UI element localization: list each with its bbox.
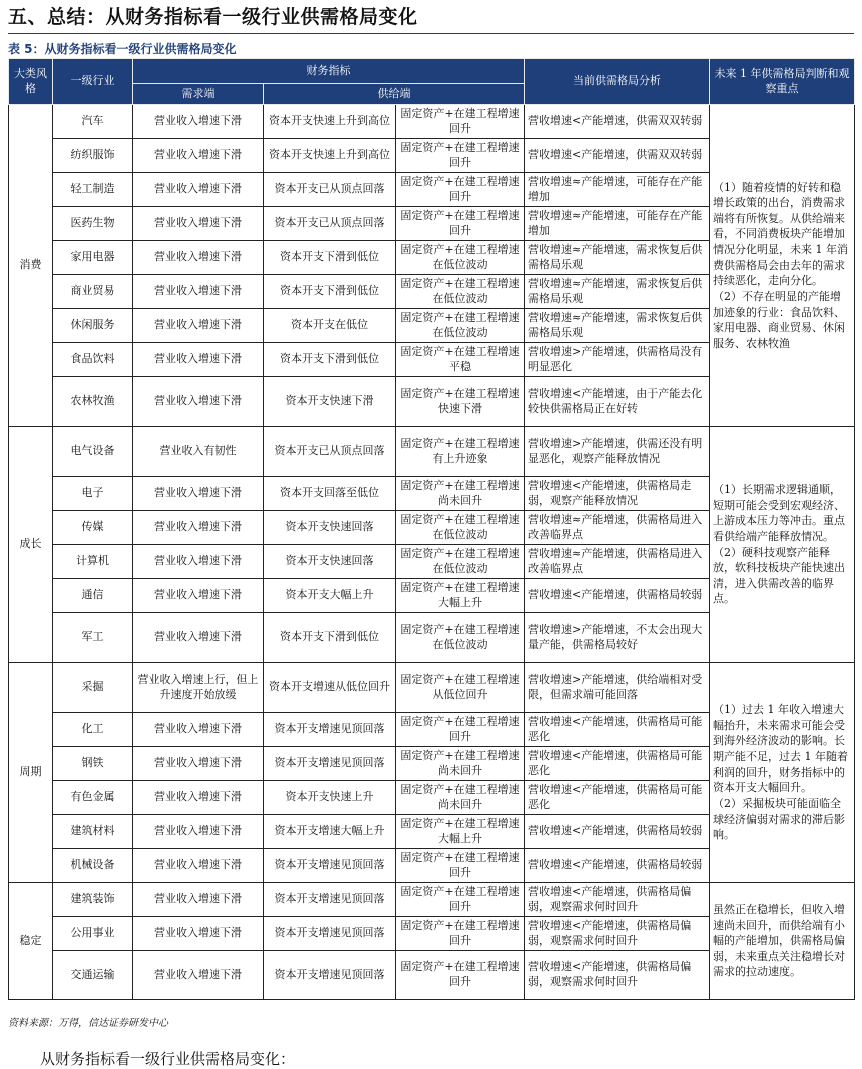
- outlook-cell: （1）随着疫情的好转和稳增长政策的出台，消费需求端将有所恢复。从供给端来看，不同消费板块产能增加情况分化明显，未来 1 年消费供需格局会由去年的需求持续恶化，走向分化。 （2）不存在明显的产能增加迹象的行业：食品饮料、家用电器、商业贸易、休闲服务、农林牧渔: [710, 105, 855, 427]
- capex-cell: 资本开支在低位: [264, 309, 396, 343]
- industry-cell: 汽车: [53, 105, 133, 139]
- industry-cell: 纺织服饰: [53, 139, 133, 173]
- analysis-cell: 营收增速>产能增速，供需还没有明显恶化，观察产能释放情况: [525, 427, 710, 477]
- industry-cell: 食品饮料: [53, 343, 133, 377]
- demand-cell: 营业收入增速下滑: [133, 951, 264, 1000]
- industry-cell: 轻工制造: [53, 173, 133, 207]
- table-row: [9, 427, 855, 477]
- capex-cell: 资本开支增速大幅上升: [264, 815, 396, 849]
- capex-cell: 资本开支回落至低位: [264, 477, 396, 511]
- demand-cell: 营业收入增速下滑: [133, 613, 264, 663]
- demand-cell: 营业收入增速下滑: [133, 781, 264, 815]
- analysis-cell: 营收增速≈产能增速，需求恢复后供需格局乐观: [525, 275, 710, 309]
- analysis-cell: 营收增速>产能增速，供给端相对受限，但需求端可能回落: [525, 663, 710, 713]
- fixed-asset-cell: 固定资产+在建工程增速回升: [396, 173, 525, 207]
- industry-cell: 传媒: [53, 511, 133, 545]
- demand-cell: 营业收入增速下滑: [133, 241, 264, 275]
- capex-cell: 资本开支增速见顶回落: [264, 747, 396, 781]
- fixed-asset-cell: 固定资产+在建工程增速回升: [396, 951, 525, 1000]
- capex-cell: 资本开支已从顶点回落: [264, 427, 396, 477]
- industry-cell: 商业贸易: [53, 275, 133, 309]
- analysis-cell: 营收增速<产能增速，供需双双转弱: [525, 139, 710, 173]
- capex-cell: 资本开支快速上升: [264, 781, 396, 815]
- demand-cell: 营业收入增速下滑: [133, 545, 264, 579]
- industry-cell: 公用事业: [53, 917, 133, 951]
- analysis-cell: 营收增速>产能增速，供需格局没有明显恶化: [525, 343, 710, 377]
- analysis-cell: 营收增速<产能增速，供需格局可能恶化: [525, 747, 710, 781]
- analysis-cell: 营收增速<产能增速，供需格局较弱: [525, 815, 710, 849]
- demand-cell: 营业收入增速下滑: [133, 477, 264, 511]
- fixed-asset-cell: 固定资产+在建工程增速从低位回升: [396, 663, 525, 713]
- demand-cell: 营业收入增速上行，但上升速度开始放缓: [133, 663, 264, 713]
- demand-cell: 营业收入增速下滑: [133, 815, 264, 849]
- industry-cell: 通信: [53, 579, 133, 613]
- fixed-asset-cell: 固定资产+在建工程增速在低位波动: [396, 309, 525, 343]
- analysis-cell: 营收增速≈产能增速，需求恢复后供需格局乐观: [525, 241, 710, 275]
- analysis-cell: 营收增速<产能增速，供需格局较弱: [525, 579, 710, 613]
- demand-cell: 营业收入增速下滑: [133, 343, 264, 377]
- analysis-cell: 营收增速<产能增速，供需格局偏弱，观察需求何时回升: [525, 883, 710, 917]
- industry-cell: 机械设备: [53, 849, 133, 883]
- capex-cell: 资本开支快速上升到高位: [264, 105, 396, 139]
- demand-cell: 营业收入增速下滑: [133, 105, 264, 139]
- header-outlook: 未来 1 年供需格局判断和观察重点: [710, 59, 855, 105]
- source-note: 资料来源：万得，信达证券研发中心: [8, 1018, 168, 1029]
- analysis-cell: 营收增速≈产能增速，需求恢复后供需格局乐观: [525, 309, 710, 343]
- capex-cell: 资本开支增速见顶回落: [264, 883, 396, 917]
- header-demand: 需求端: [133, 84, 264, 105]
- industry-cell: 休闲服务: [53, 309, 133, 343]
- analysis-cell: 营收增速≈产能增速，可能存在产能增加: [525, 207, 710, 241]
- analysis-cell: 营收增速<产能增速，供需格局偏弱，观察需求何时回升: [525, 917, 710, 951]
- demand-cell: 营业收入增速下滑: [133, 883, 264, 917]
- fixed-asset-cell: 固定资产+在建工程增速在低位波动: [396, 241, 525, 275]
- fixed-asset-cell: 固定资产+在建工程增速在低位波动: [396, 275, 525, 309]
- industry-cell: 家用电器: [53, 241, 133, 275]
- demand-cell: 营业收入增速下滑: [133, 377, 264, 427]
- analysis-cell: 营收增速<产能增速，供需格局偏弱，观察需求何时回升: [525, 951, 710, 1000]
- header-industry: 一级行业: [53, 59, 133, 105]
- category-cell: 消费: [9, 105, 53, 427]
- analysis-cell: 营收增速<产能增速，供需格局走弱，观察产能释放情况: [525, 477, 710, 511]
- outlook-cell: （1）过去 1 年收入增速大幅抬升，未来需求可能会受到海外经济波动的影响。长期产能不足，过去 1 年随着利润的回升，财务指标中的资本开支大幅回升。 （2）采掘板块可能面临全球经济偏弱对需求的滞后影响。: [710, 663, 855, 883]
- demand-cell: 营业收入增速下滑: [133, 849, 264, 883]
- fixed-asset-cell: 固定资产+在建工程增速平稳: [396, 343, 525, 377]
- demand-cell: 营业收入增速下滑: [133, 511, 264, 545]
- capex-cell: 资本开支下滑到低位: [264, 343, 396, 377]
- outlook-cell: （1）长期需求逻辑通顺，短期可能会受到宏观经济、上游成本压力等冲击。重点看供给端产能释放情况。 （2）硬科技观察产能释放，软科技板块产能快速出清，进入供需改善的临界点。: [710, 427, 855, 663]
- capex-cell: 资本开支快速下滑: [264, 377, 396, 427]
- industry-cell: 计算机: [53, 545, 133, 579]
- fixed-asset-cell: 固定资产+在建工程增速回升: [396, 207, 525, 241]
- demand-cell: 营业收入增速下滑: [133, 747, 264, 781]
- table-row: [9, 883, 855, 917]
- capex-cell: 资本开支快速上升到高位: [264, 139, 396, 173]
- analysis-cell: 营收增速<产能增速，供需格局较弱: [525, 849, 710, 883]
- capex-cell: 资本开支大幅上升: [264, 579, 396, 613]
- capex-cell: 资本开支快速回落: [264, 511, 396, 545]
- fixed-asset-cell: 固定资产+在建工程增速尚未回升: [396, 747, 525, 781]
- industry-cell: 建筑材料: [53, 815, 133, 849]
- fixed-asset-cell: 固定资产+在建工程增速快速下滑: [396, 377, 525, 427]
- capex-cell: 资本开支下滑到低位: [264, 275, 396, 309]
- outlook-cell: 虽然正在稳增长，但收入增速尚未回升，而供给端有小幅的产能增加，供需格局偏弱，未来重点关注稳增长对需求的拉动速度。: [710, 883, 855, 1000]
- analysis-cell: 营收增速<产能增速，供需格局可能恶化: [525, 781, 710, 815]
- industry-cell: 建筑装饰: [53, 883, 133, 917]
- category-cell: 周期: [9, 663, 53, 883]
- analysis-cell: 营收增速≈产能增速，供需格局进入改善临界点: [525, 545, 710, 579]
- section-summary-text: 从财务指标看一级行业供需格局变化：: [40, 1050, 296, 1068]
- fixed-asset-cell: 固定资产+在建工程增速尚未回升: [396, 477, 525, 511]
- capex-cell: 资本开支已从顶点回落: [264, 173, 396, 207]
- header-category: 大类风格: [9, 59, 53, 105]
- table-body: [9, 105, 855, 1000]
- fixed-asset-cell: 固定资产+在建工程增速大幅上升: [396, 815, 525, 849]
- capex-cell: 资本开支增速见顶回落: [264, 849, 396, 883]
- industry-cell: 电气设备: [53, 427, 133, 477]
- demand-cell: 营业收入增速下滑: [133, 173, 264, 207]
- industry-cell: 化工: [53, 713, 133, 747]
- fixed-asset-cell: 固定资产+在建工程增速在低位波动: [396, 613, 525, 663]
- table-row: [9, 663, 855, 713]
- industry-cell: 交通运输: [53, 951, 133, 1000]
- demand-cell: 营业收入有韧性: [133, 427, 264, 477]
- fixed-asset-cell: 固定资产+在建工程增速回升: [396, 713, 525, 747]
- analysis-cell: 营收增速<产能增速，供需双双转弱: [525, 105, 710, 139]
- demand-cell: 营业收入增速下滑: [133, 207, 264, 241]
- industry-cell: 医药生物: [53, 207, 133, 241]
- industry-cell: 钢铁: [53, 747, 133, 781]
- fixed-asset-cell: 固定资产+在建工程增速在低位波动: [396, 511, 525, 545]
- table-row: [9, 105, 855, 139]
- table-caption: 表 5：从财务指标看一级行业供需格局变化: [8, 42, 237, 56]
- capex-cell: 资本开支增速见顶回落: [264, 917, 396, 951]
- demand-cell: 营业收入增速下滑: [133, 917, 264, 951]
- industry-cell: 有色金属: [53, 781, 133, 815]
- analysis-cell: 营收增速≈产能增速，供需格局进入改善临界点: [525, 511, 710, 545]
- capex-cell: 资本开支已从顶点回落: [264, 207, 396, 241]
- capex-cell: 资本开支增速见顶回落: [264, 713, 396, 747]
- analysis-cell: 营收增速>产能增速，不太会出现大量产能，供需格局较好: [525, 613, 710, 663]
- demand-cell: 营业收入增速下滑: [133, 275, 264, 309]
- fixed-asset-cell: 固定资产+在建工程增速尚未回升: [396, 781, 525, 815]
- industry-cell: 农林牧渔: [53, 377, 133, 427]
- fixed-asset-cell: 固定资产+在建工程增速回升: [396, 883, 525, 917]
- capex-cell: 资本开支下滑到低位: [264, 613, 396, 663]
- fixed-asset-cell: 固定资产+在建工程增速有上升迹象: [396, 427, 525, 477]
- industry-cell: 军工: [53, 613, 133, 663]
- header-financial: 财务指标: [133, 59, 525, 84]
- demand-cell: 营业收入增速下滑: [133, 579, 264, 613]
- category-cell: 成长: [9, 427, 53, 663]
- page-heading: 五、总结：从财务指标看一级行业供需格局变化: [8, 2, 854, 34]
- fixed-asset-cell: 固定资产+在建工程增速大幅上升: [396, 579, 525, 613]
- industry-cell: 电子: [53, 477, 133, 511]
- analysis-cell: 营收增速≈产能增速，可能存在产能增加: [525, 173, 710, 207]
- demand-cell: 营业收入增速下滑: [133, 309, 264, 343]
- header-analysis: 当前供需格局分析: [525, 59, 710, 105]
- capex-cell: 资本开支下滑到低位: [264, 241, 396, 275]
- analysis-cell: 营收增速<产能增速，供需格局可能恶化: [525, 713, 710, 747]
- fixed-asset-cell: 固定资产+在建工程增速回升: [396, 139, 525, 173]
- fixed-asset-cell: 固定资产+在建工程增速回升: [396, 917, 525, 951]
- supply-demand-table: [8, 58, 855, 1000]
- fixed-asset-cell: 固定资产+在建工程增速回升: [396, 105, 525, 139]
- category-cell: 稳定: [9, 883, 53, 1000]
- header-supply: 供给端: [264, 84, 525, 105]
- demand-cell: 营业收入增速下滑: [133, 713, 264, 747]
- industry-cell: 采掘: [53, 663, 133, 713]
- demand-cell: 营业收入增速下滑: [133, 139, 264, 173]
- capex-cell: 资本开支增速从低位回升: [264, 663, 396, 713]
- capex-cell: 资本开支增速见顶回落: [264, 951, 396, 1000]
- capex-cell: 资本开支快速回落: [264, 545, 396, 579]
- analysis-cell: 营收增速<产能增速，由于产能去化较快供需格局正在好转: [525, 377, 710, 427]
- fixed-asset-cell: 固定资产+在建工程增速在低位波动: [396, 545, 525, 579]
- fixed-asset-cell: 固定资产+在建工程增速回升: [396, 849, 525, 883]
